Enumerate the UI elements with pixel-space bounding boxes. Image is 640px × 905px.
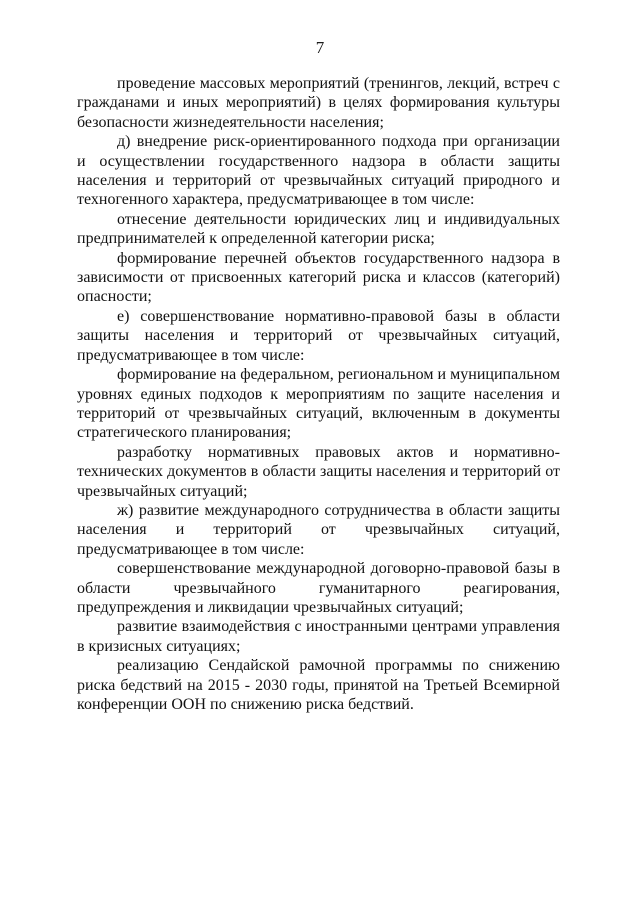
paragraph-zh-international: ж) развитие международного сотрудничества в области защиты населения и территорий от чрезвычайных ситуаций, предусматривающее в том числе: — [77, 501, 560, 558]
paragraph-regulatory-acts: разработку нормативных правовых актов и нормативно-технических документов в области защиты населения и территорий от чрезвычайных ситуаций; — [77, 443, 560, 500]
paragraph-object-lists: формирование перечней объектов государственного надзора в зависимости от присвоенных категорий риска и классов (категорий) опасности; — [77, 249, 560, 306]
paragraph-international-base: совершенствование международной договорно-правовой базы в области чрезвычайного гуманитарного реагирования, предупреждения и ликвидации чрезвычайных ситуаций; — [77, 560, 560, 616]
paragraph-risk-category: отнесение деятельности юридических лиц и индивидуальных предпринимателей к определенной категории риска; — [77, 210, 560, 248]
paragraph-mass-events: проведение массовых мероприятий (тренингов, лекций, встреч с гражданами и иных мероприятий) в целях формирования культуры безопасности жизнедеятельности населения; — [77, 75, 560, 131]
paragraph-unified-approaches: формирование на федеральном, региональном и муниципальном уровнях единых подходов к мероприятиям по защите населения и территорий от чрезвычайных ситуаций, включенным в документы стратегического планирования; — [77, 366, 560, 442]
document-body — [77, 74, 560, 714]
paragraph-e-legal-base: е) совершенствование нормативно-правовой базы в области защиты населения и территорий от чрезвычайных ситуаций, предусматривающее в том числе: — [77, 307, 560, 364]
paragraph-foreign-centers: развитие взаимодействия с иностранными центрами управления в кризисных ситуациях; — [77, 618, 560, 655]
paragraph-d-risk-approach: д) внедрение риск-ориентированного подхода при организации и осуществлении государственного надзора в области защиты населения и территорий от чрезвычайных ситуаций природного и техногенного характера, предусматривающее в том числе: — [77, 133, 560, 209]
page-number: 7 — [315, 38, 325, 57]
paragraph-sendai-framework: реализацию Сендайской рамочной программы по снижению риска бедствий на 2015 - 2030 годы, принятой на Третьей Всемирной конференции ООН по снижению риска бедствий. — [77, 657, 560, 713]
